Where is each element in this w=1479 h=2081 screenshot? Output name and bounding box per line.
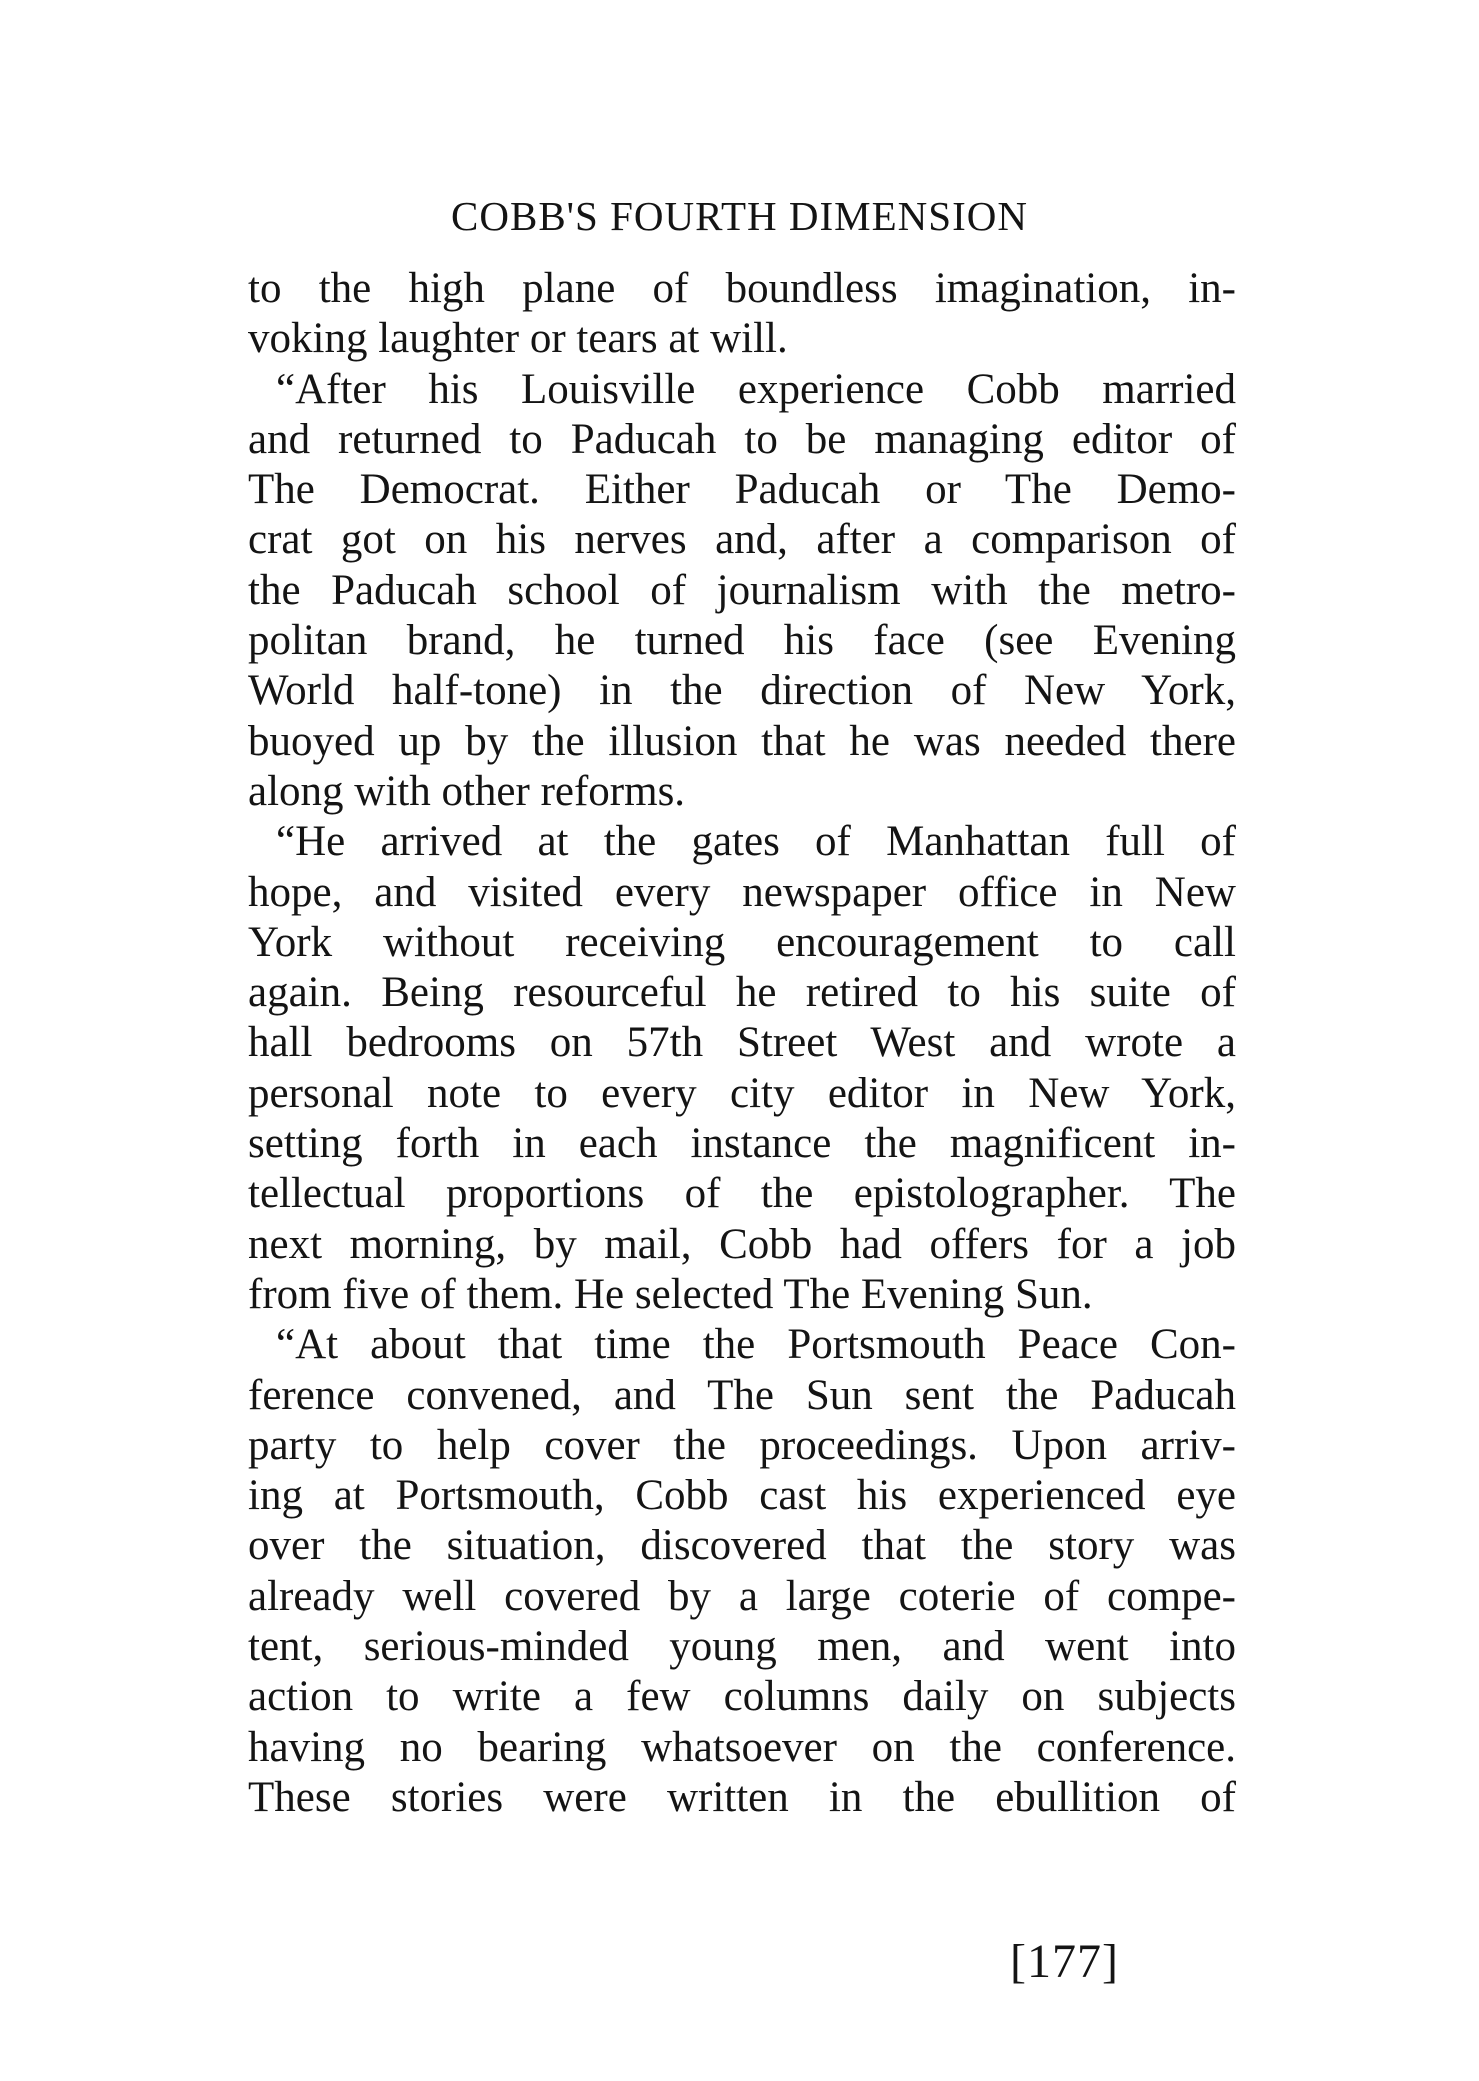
text-line: ference convened, and The Sun sent the Paducah: [248, 1371, 1236, 1419]
text-line: York without receiving encouragement to call: [248, 918, 1236, 966]
text-line: setting forth in each instance the magnificent in-: [248, 1120, 1236, 1168]
text-line: over the situation, discovered that the story was: [248, 1522, 1236, 1570]
text-line: the Paducah school of journalism with the metro-: [248, 566, 1236, 614]
text-line: politan brand, he turned his face (see Evening: [248, 617, 1236, 665]
text-line: buoyed up by the illusion that he was needed there: [248, 717, 1236, 765]
text-line: “After his Louisville experience Cobb married: [276, 365, 1236, 413]
body-text: [248, 264, 1236, 1823]
text-line: along with other reforms.: [248, 767, 686, 815]
text-line: action to write a few columns daily on subjects: [248, 1673, 1236, 1721]
text-line: These stories were written in the ebullition of: [248, 1773, 1236, 1821]
text-line: tent, serious-minded young men, and went into: [248, 1623, 1236, 1671]
text-line: and returned to Paducah to be managing editor of: [248, 415, 1236, 463]
text-line: personal note to every city editor in New York,: [248, 1069, 1236, 1117]
page-number: [177]: [1010, 1935, 1119, 1988]
text-line: already well covered by a large coterie of compe-: [248, 1572, 1236, 1620]
text-line: voking laughter or tears at will.: [248, 315, 788, 363]
text-line: to the high plane of boundless imagination, in-: [248, 265, 1236, 312]
text-line: hall bedrooms on 57th Street West and wrote a: [248, 1019, 1236, 1067]
text-line: from five of them. He selected The Evening Sun.: [248, 1270, 1093, 1318]
text-line: next morning, by mail, Cobb had offers for a job: [248, 1220, 1236, 1268]
text-line: having no bearing whatsoever on the conference.: [248, 1723, 1236, 1771]
text-line: The Democrat. Either Paducah or The Demo-: [248, 466, 1236, 514]
text-line: tellectual proportions of the epistolographer. The: [248, 1170, 1236, 1218]
text-line: “He arrived at the gates of Manhattan full of: [276, 818, 1236, 866]
text-line: party to help cover the proceedings. Upon arriv-: [248, 1421, 1236, 1469]
text-line: ing at Portsmouth, Cobb cast his experienced eye: [248, 1472, 1236, 1520]
text-line: again. Being resourceful he retired to his suite of: [248, 969, 1236, 1017]
text-line: crat got on his nerves and, after a comparison of: [248, 516, 1236, 564]
text-line: World half-tone) in the direction of New York,: [248, 667, 1236, 715]
text-line: “At about that time the Portsmouth Peace Con-: [276, 1321, 1236, 1369]
text-line: hope, and visited every newspaper office in New: [248, 868, 1236, 916]
running-head: COBB'S FOURTH DIMENSION: [451, 193, 1028, 239]
